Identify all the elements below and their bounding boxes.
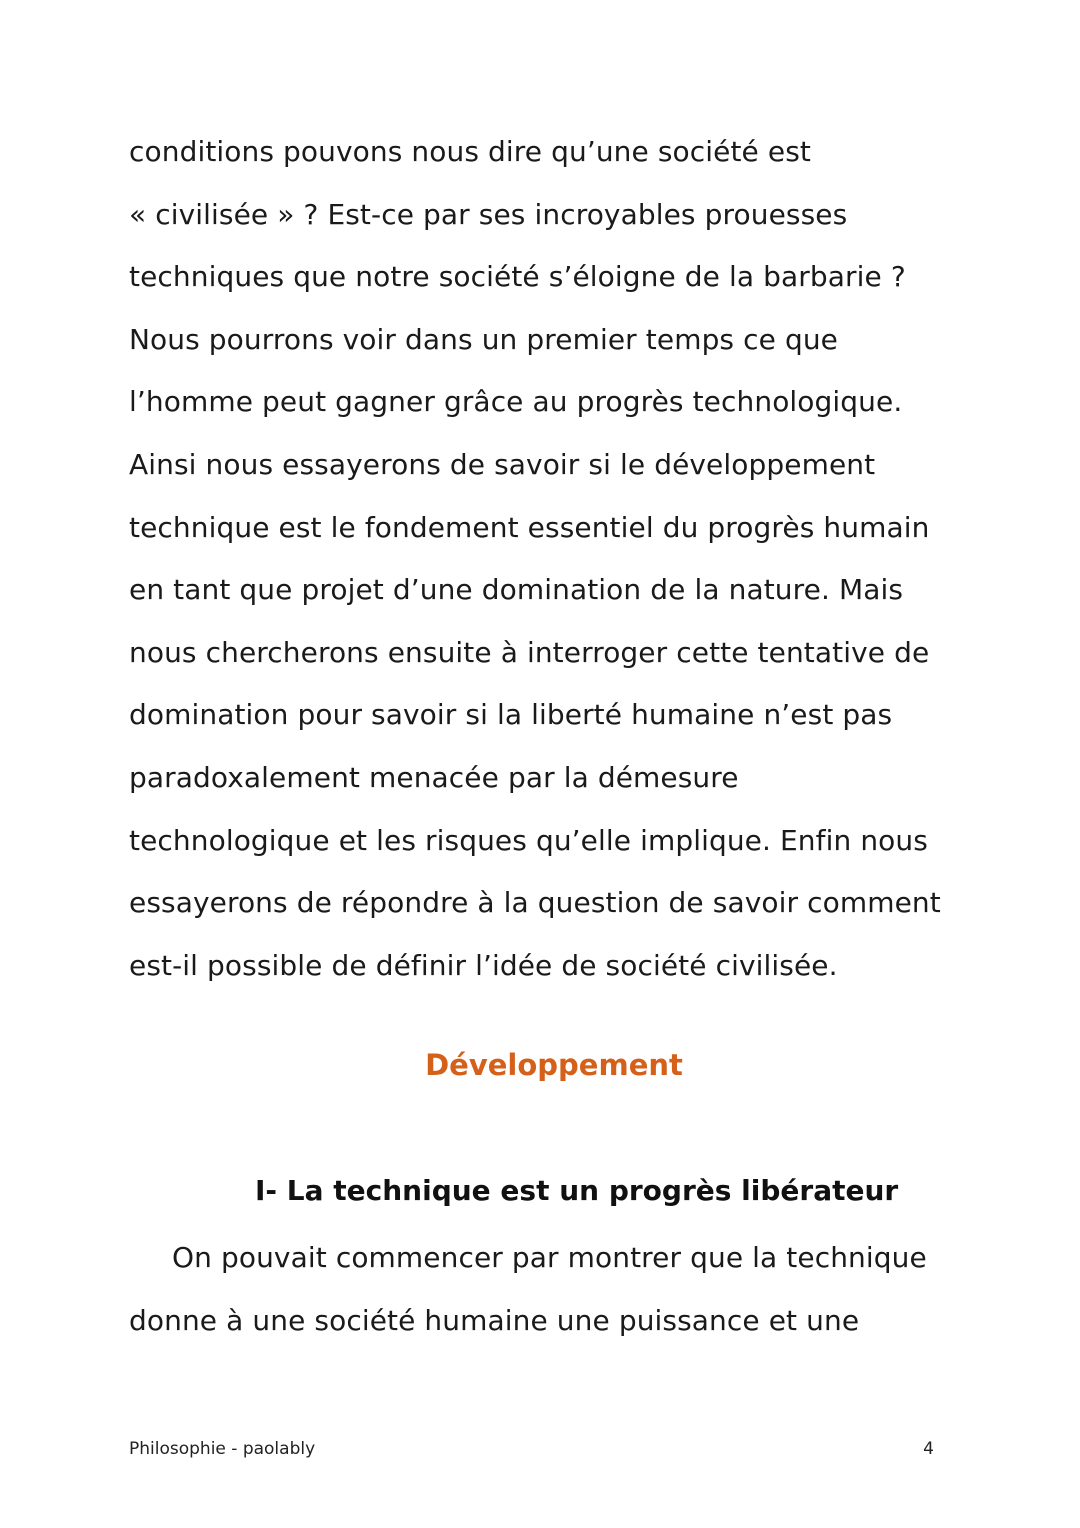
intro-paragraph bbox=[129, 128, 959, 1004]
text-line: techniques que notre société s’éloigne de la barbarie ? bbox=[129, 260, 906, 294]
text-line: en tant que projet d’une domination de la nature. Mais bbox=[129, 573, 904, 607]
text-line: l’homme peut gagner grâce au progrès technologique. bbox=[129, 385, 903, 419]
page-number: 4 bbox=[923, 1439, 934, 1459]
subsection-heading: I- La technique est un progrès libérateur bbox=[255, 1174, 899, 1207]
text-line: « civilisée » ? Est-ce par ses incroyables prouesses bbox=[129, 197, 848, 231]
section-paragraph bbox=[129, 1234, 959, 1359]
text-line: On pouvait commencer par montrer que la technique bbox=[172, 1241, 927, 1274]
text-line: domination pour savoir si la liberté humaine n’est pas bbox=[129, 698, 893, 732]
text-line: conditions pouvons nous dire qu’une société est bbox=[129, 135, 811, 168]
text-line: essayerons de répondre à la question de savoir comment bbox=[129, 886, 941, 920]
text-line: technologique et les risques qu’elle implique. Enfin nous bbox=[129, 823, 928, 857]
text-line: nous chercherons ensuite à interroger cette tentative de bbox=[129, 635, 930, 669]
text-line: donne à une société humaine une puissance et une bbox=[129, 1303, 860, 1337]
text-line: Nous pourrons voir dans un premier temps ce que bbox=[129, 322, 838, 356]
text-line: technique est le fondement essentiel du progrès humain bbox=[129, 510, 930, 544]
text-line: est-il possible de définir l’idée de société civilisée. bbox=[129, 948, 838, 982]
footer-title: Philosophie - paolably bbox=[129, 1439, 316, 1459]
text-line: Ainsi nous essayerons de savoir si le développement bbox=[129, 447, 876, 481]
section-heading: Développement bbox=[425, 1048, 683, 1082]
text-line: paradoxalement menacée par la démesure bbox=[129, 760, 739, 794]
